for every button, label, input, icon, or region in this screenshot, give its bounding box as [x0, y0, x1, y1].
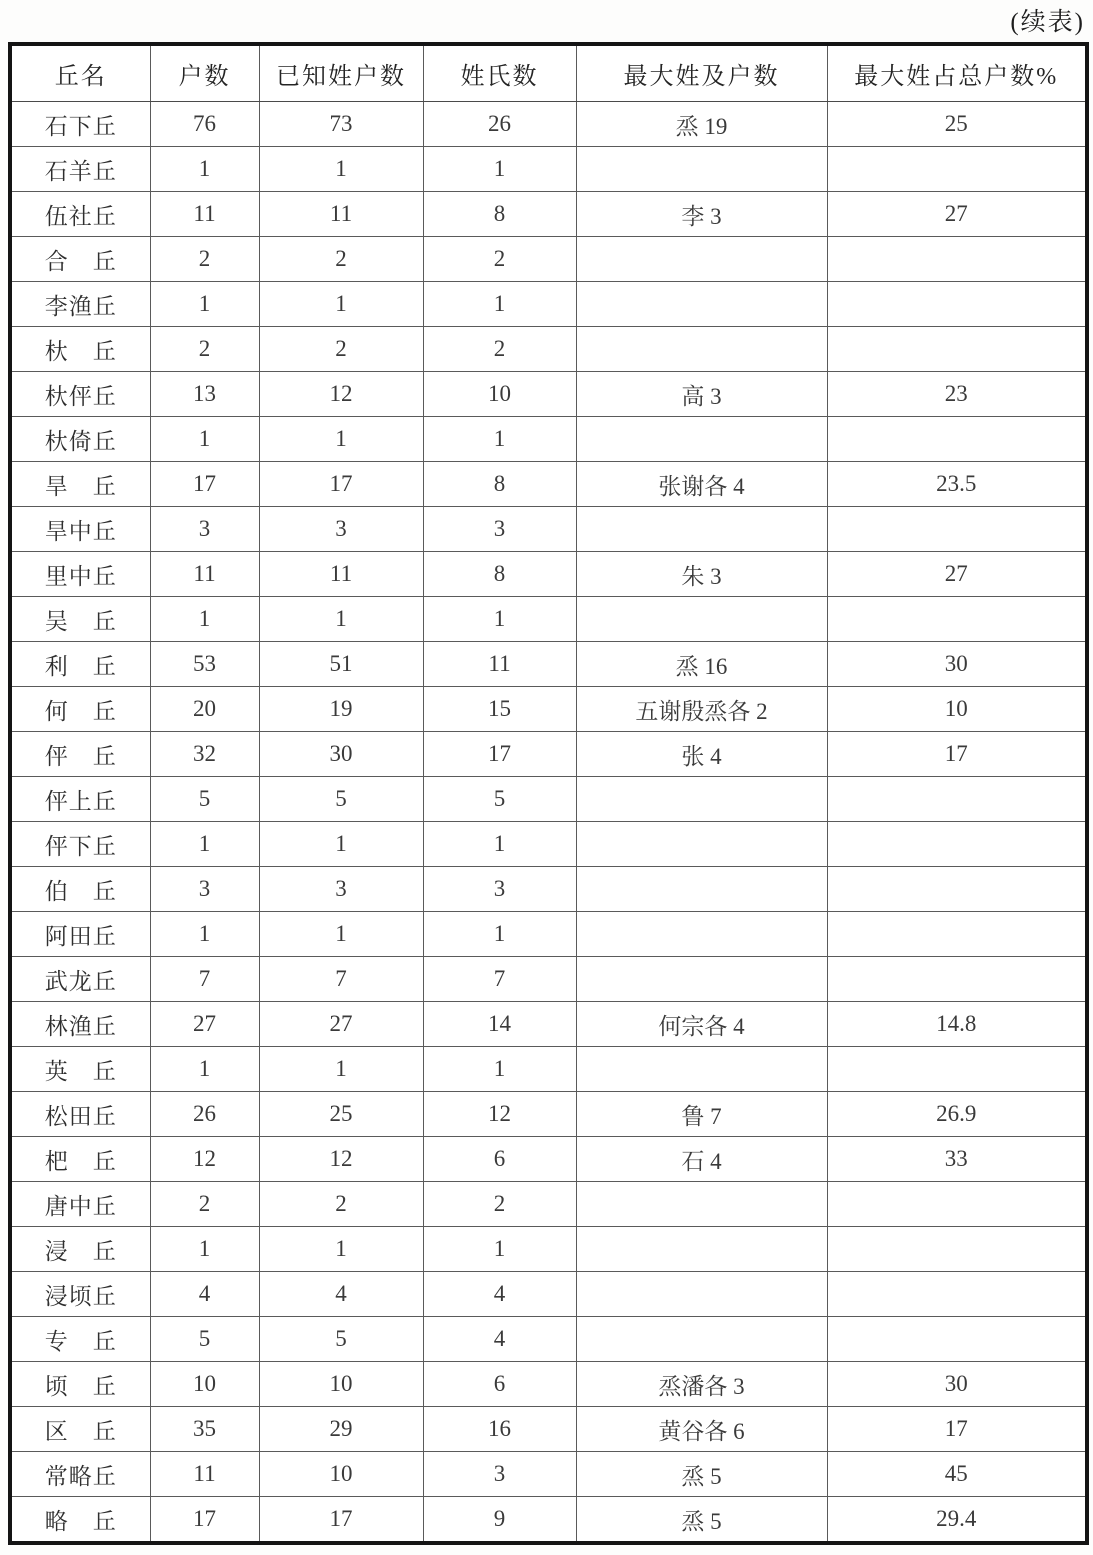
- household-count-cell: 11: [150, 192, 259, 237]
- max-surname-percent-cell: [827, 237, 1087, 282]
- surname-count-cell: 1: [423, 147, 576, 192]
- household-count-cell: 17: [150, 462, 259, 507]
- hill-name-cell: 吴 丘: [10, 597, 150, 642]
- household-count-cell: 10: [150, 1362, 259, 1407]
- surname-count-cell: 3: [423, 507, 576, 552]
- known-surname-households-cell: 11: [259, 192, 423, 237]
- max-surname-percent-cell: [827, 147, 1087, 192]
- table-row: [10, 822, 1087, 867]
- max-surname-cell: [576, 912, 827, 957]
- max-surname-cell: [576, 777, 827, 822]
- known-surname-households-cell: 1: [259, 1227, 423, 1272]
- max-surname-percent-cell: [827, 597, 1087, 642]
- max-surname-percent-cell: [827, 1047, 1087, 1092]
- surname-count-cell: 4: [423, 1317, 576, 1362]
- hill-name-cell: 顷 丘: [10, 1362, 150, 1407]
- table-row: [10, 1407, 1087, 1452]
- surname-count-cell: 14: [423, 1002, 576, 1047]
- surname-count-cell: 8: [423, 462, 576, 507]
- known-surname-households-cell: 10: [259, 1452, 423, 1497]
- table-row: [10, 102, 1087, 147]
- max-surname-percent-cell: 10: [827, 687, 1087, 732]
- max-surname-cell: [576, 282, 827, 327]
- surname-count-cell: 16: [423, 1407, 576, 1452]
- max-surname-percent-cell: 26.9: [827, 1092, 1087, 1137]
- surname-count-cell: 12: [423, 1092, 576, 1137]
- hill-name-cell: 里中丘: [10, 552, 150, 597]
- household-count-cell: 4: [150, 1272, 259, 1317]
- surname-count-cell: 2: [423, 237, 576, 282]
- surname-count-cell: 3: [423, 1452, 576, 1497]
- max-surname-cell: 李 3: [576, 192, 827, 237]
- known-surname-households-cell: 2: [259, 237, 423, 282]
- table-row: [10, 1317, 1087, 1362]
- surname-count-cell: 8: [423, 192, 576, 237]
- hill-name-cell: 旱 丘: [10, 462, 150, 507]
- max-surname-cell: 五谢殷烝各 2: [576, 687, 827, 732]
- surname-count-cell: 1: [423, 597, 576, 642]
- table-row: [10, 1137, 1087, 1182]
- max-surname-cell: 高 3: [576, 372, 827, 417]
- max-surname-percent-cell: 30: [827, 642, 1087, 687]
- max-surname-percent-cell: 23.5: [827, 462, 1087, 507]
- max-surname-cell: [576, 1047, 827, 1092]
- max-surname-percent-cell: 25: [827, 102, 1087, 147]
- table-row: [10, 237, 1087, 282]
- table-row: [10, 1227, 1087, 1272]
- column-header-household-count: 户数: [150, 44, 259, 102]
- household-count-cell: 1: [150, 912, 259, 957]
- household-count-cell: 1: [150, 822, 259, 867]
- hill-name-cell: 唐中丘: [10, 1182, 150, 1227]
- max-surname-cell: 石 4: [576, 1137, 827, 1182]
- max-surname-percent-cell: 33: [827, 1137, 1087, 1182]
- continued-table-label: (续表): [1010, 9, 1085, 36]
- household-count-cell: 26: [150, 1092, 259, 1137]
- table-header: [10, 44, 1087, 102]
- max-surname-percent-cell: [827, 1272, 1087, 1317]
- hill-name-cell: 杕 丘: [10, 327, 150, 372]
- surname-count-cell: 6: [423, 1137, 576, 1182]
- surname-distribution-table: [8, 42, 1089, 1545]
- household-count-cell: 20: [150, 687, 259, 732]
- table-row: [10, 1497, 1087, 1544]
- table-row: [10, 867, 1087, 912]
- hill-name-cell: 合 丘: [10, 237, 150, 282]
- household-count-cell: 2: [150, 237, 259, 282]
- known-surname-households-cell: 29: [259, 1407, 423, 1452]
- known-surname-households-cell: 11: [259, 552, 423, 597]
- hill-name-cell: 略 丘: [10, 1497, 150, 1544]
- household-count-cell: 1: [150, 147, 259, 192]
- household-count-cell: 7: [150, 957, 259, 1002]
- hill-name-cell: 利 丘: [10, 642, 150, 687]
- hill-name-cell: 林渔丘: [10, 1002, 150, 1047]
- known-surname-households-cell: 5: [259, 777, 423, 822]
- max-surname-cell: [576, 1272, 827, 1317]
- known-surname-households-cell: 19: [259, 687, 423, 732]
- known-surname-households-cell: 1: [259, 822, 423, 867]
- known-surname-households-cell: 2: [259, 327, 423, 372]
- known-surname-households-cell: 1: [259, 282, 423, 327]
- hill-name-cell: 伻 丘: [10, 732, 150, 777]
- table-row: [10, 1452, 1087, 1497]
- max-surname-percent-cell: 30: [827, 1362, 1087, 1407]
- known-surname-households-cell: 1: [259, 417, 423, 462]
- column-header-max-surname: 最大姓及户数: [576, 44, 827, 102]
- known-surname-households-cell: 1: [259, 912, 423, 957]
- table-row: [10, 552, 1087, 597]
- hill-name-cell: 伯 丘: [10, 867, 150, 912]
- max-surname-percent-cell: 45: [827, 1452, 1087, 1497]
- hill-name-cell: 杕伻丘: [10, 372, 150, 417]
- max-surname-cell: 烝 16: [576, 642, 827, 687]
- known-surname-households-cell: 73: [259, 102, 423, 147]
- known-surname-households-cell: 27: [259, 1002, 423, 1047]
- household-count-cell: 1: [150, 282, 259, 327]
- table-body: [10, 102, 1087, 1544]
- column-header-known-surname-households: 已知姓户数: [259, 44, 423, 102]
- hill-name-cell: 常略丘: [10, 1452, 150, 1497]
- table-row: [10, 282, 1087, 327]
- table-row: [10, 327, 1087, 372]
- max-surname-percent-cell: [827, 507, 1087, 552]
- known-surname-households-cell: 2: [259, 1182, 423, 1227]
- max-surname-percent-cell: 29.4: [827, 1497, 1087, 1544]
- max-surname-cell: 黄谷各 6: [576, 1407, 827, 1452]
- table-row: [10, 642, 1087, 687]
- household-count-cell: 3: [150, 867, 259, 912]
- max-surname-cell: 烝 19: [576, 102, 827, 147]
- max-surname-percent-cell: [827, 1317, 1087, 1362]
- known-surname-households-cell: 17: [259, 1497, 423, 1544]
- hill-name-cell: 武龙丘: [10, 957, 150, 1002]
- max-surname-cell: 鲁 7: [576, 1092, 827, 1137]
- household-count-cell: 32: [150, 732, 259, 777]
- household-count-cell: 53: [150, 642, 259, 687]
- surname-count-cell: 2: [423, 1182, 576, 1227]
- surname-count-cell: 1: [423, 282, 576, 327]
- max-surname-percent-cell: 27: [827, 192, 1087, 237]
- max-surname-percent-cell: 14.8: [827, 1002, 1087, 1047]
- column-header-surname-count: 姓氏数: [423, 44, 576, 102]
- known-surname-households-cell: 4: [259, 1272, 423, 1317]
- hill-name-cell: 阿田丘: [10, 912, 150, 957]
- table-row: [10, 1182, 1087, 1227]
- table-row: [10, 597, 1087, 642]
- surname-count-cell: 1: [423, 1227, 576, 1272]
- household-count-cell: 1: [150, 1227, 259, 1272]
- household-count-cell: 11: [150, 1452, 259, 1497]
- table-row: [10, 1272, 1087, 1317]
- column-header-hill-name: 丘名: [10, 44, 150, 102]
- max-surname-cell: 烝潘各 3: [576, 1362, 827, 1407]
- hill-name-cell: 浸 丘: [10, 1227, 150, 1272]
- max-surname-percent-cell: 17: [827, 732, 1087, 777]
- table-row: [10, 777, 1087, 822]
- hill-name-cell: 李渔丘: [10, 282, 150, 327]
- max-surname-cell: [576, 417, 827, 462]
- max-surname-percent-cell: 23: [827, 372, 1087, 417]
- table-row: [10, 507, 1087, 552]
- table-row: [10, 147, 1087, 192]
- max-surname-percent-cell: 17: [827, 1407, 1087, 1452]
- known-surname-households-cell: 7: [259, 957, 423, 1002]
- table-row: [10, 192, 1087, 237]
- household-count-cell: 5: [150, 777, 259, 822]
- surname-count-cell: 1: [423, 1047, 576, 1092]
- surname-count-cell: 4: [423, 1272, 576, 1317]
- known-surname-households-cell: 10: [259, 1362, 423, 1407]
- known-surname-households-cell: 1: [259, 1047, 423, 1092]
- max-surname-cell: 张 4: [576, 732, 827, 777]
- known-surname-households-cell: 25: [259, 1092, 423, 1137]
- hill-name-cell: 旱中丘: [10, 507, 150, 552]
- max-surname-percent-cell: [827, 327, 1087, 372]
- max-surname-percent-cell: [827, 1182, 1087, 1227]
- surname-count-cell: 7: [423, 957, 576, 1002]
- max-surname-cell: [576, 147, 827, 192]
- table-row: [10, 912, 1087, 957]
- max-surname-percent-cell: [827, 1227, 1087, 1272]
- known-surname-households-cell: 30: [259, 732, 423, 777]
- surname-count-cell: 3: [423, 867, 576, 912]
- surname-count-cell: 17: [423, 732, 576, 777]
- household-count-cell: 3: [150, 507, 259, 552]
- household-count-cell: 1: [150, 597, 259, 642]
- max-surname-percent-cell: [827, 912, 1087, 957]
- table-row: [10, 1362, 1087, 1407]
- max-surname-percent-cell: [827, 417, 1087, 462]
- table-row: [10, 732, 1087, 777]
- household-count-cell: 1: [150, 417, 259, 462]
- header-row: [10, 44, 1087, 102]
- known-surname-households-cell: 51: [259, 642, 423, 687]
- hill-name-cell: 杕倚丘: [10, 417, 150, 462]
- max-surname-percent-cell: [827, 777, 1087, 822]
- household-count-cell: 2: [150, 327, 259, 372]
- table-row: [10, 1092, 1087, 1137]
- max-surname-cell: [576, 1227, 827, 1272]
- max-surname-cell: 朱 3: [576, 552, 827, 597]
- max-surname-cell: [576, 327, 827, 372]
- household-count-cell: 1: [150, 1047, 259, 1092]
- surname-count-cell: 2: [423, 327, 576, 372]
- hill-name-cell: 松田丘: [10, 1092, 150, 1137]
- table-row: [10, 417, 1087, 462]
- surname-count-cell: 8: [423, 552, 576, 597]
- table-row: [10, 1047, 1087, 1092]
- surname-count-cell: 10: [423, 372, 576, 417]
- max-surname-cell: [576, 957, 827, 1002]
- household-count-cell: 17: [150, 1497, 259, 1544]
- known-surname-households-cell: 5: [259, 1317, 423, 1362]
- hill-name-cell: 英 丘: [10, 1047, 150, 1092]
- table-row: [10, 1002, 1087, 1047]
- surname-count-cell: 9: [423, 1497, 576, 1544]
- max-surname-cell: 烝 5: [576, 1497, 827, 1544]
- max-surname-cell: 何宗各 4: [576, 1002, 827, 1047]
- max-surname-cell: [576, 597, 827, 642]
- hill-name-cell: 石羊丘: [10, 147, 150, 192]
- surname-count-cell: 1: [423, 912, 576, 957]
- known-surname-households-cell: 12: [259, 372, 423, 417]
- max-surname-cell: [576, 1317, 827, 1362]
- hill-name-cell: 区 丘: [10, 1407, 150, 1452]
- table-row: [10, 957, 1087, 1002]
- surname-count-cell: 5: [423, 777, 576, 822]
- max-surname-cell: 张谢各 4: [576, 462, 827, 507]
- known-surname-households-cell: 3: [259, 507, 423, 552]
- household-count-cell: 5: [150, 1317, 259, 1362]
- max-surname-percent-cell: [827, 957, 1087, 1002]
- household-count-cell: 12: [150, 1137, 259, 1182]
- surname-count-cell: 1: [423, 822, 576, 867]
- household-count-cell: 2: [150, 1182, 259, 1227]
- household-count-cell: 11: [150, 552, 259, 597]
- max-surname-cell: [576, 822, 827, 867]
- hill-name-cell: 浸顷丘: [10, 1272, 150, 1317]
- household-count-cell: 13: [150, 372, 259, 417]
- column-header-max-surname-percent: 最大姓占总户数%: [827, 44, 1087, 102]
- table-row: [10, 372, 1087, 417]
- max-surname-percent-cell: 27: [827, 552, 1087, 597]
- surname-count-cell: 15: [423, 687, 576, 732]
- household-count-cell: 35: [150, 1407, 259, 1452]
- max-surname-cell: [576, 237, 827, 282]
- max-surname-cell: [576, 1182, 827, 1227]
- max-surname-cell: 烝 5: [576, 1452, 827, 1497]
- known-surname-households-cell: 12: [259, 1137, 423, 1182]
- known-surname-households-cell: 1: [259, 147, 423, 192]
- max-surname-cell: [576, 507, 827, 552]
- table-row: [10, 462, 1087, 507]
- known-surname-households-cell: 17: [259, 462, 423, 507]
- hill-name-cell: 杷 丘: [10, 1137, 150, 1182]
- surname-count-cell: 6: [423, 1362, 576, 1407]
- known-surname-households-cell: 3: [259, 867, 423, 912]
- max-surname-percent-cell: [827, 282, 1087, 327]
- hill-name-cell: 何 丘: [10, 687, 150, 732]
- table-row: [10, 687, 1087, 732]
- surname-count-cell: 1: [423, 417, 576, 462]
- hill-name-cell: 伻下丘: [10, 822, 150, 867]
- surname-count-cell: 11: [423, 642, 576, 687]
- max-surname-percent-cell: [827, 822, 1087, 867]
- household-count-cell: 76: [150, 102, 259, 147]
- hill-name-cell: 专 丘: [10, 1317, 150, 1362]
- hill-name-cell: 伻上丘: [10, 777, 150, 822]
- max-surname-cell: [576, 867, 827, 912]
- household-count-cell: 27: [150, 1002, 259, 1047]
- hill-name-cell: 伍社丘: [10, 192, 150, 237]
- hill-name-cell: 石下丘: [10, 102, 150, 147]
- max-surname-percent-cell: [827, 867, 1087, 912]
- surname-count-cell: 26: [423, 102, 576, 147]
- known-surname-households-cell: 1: [259, 597, 423, 642]
